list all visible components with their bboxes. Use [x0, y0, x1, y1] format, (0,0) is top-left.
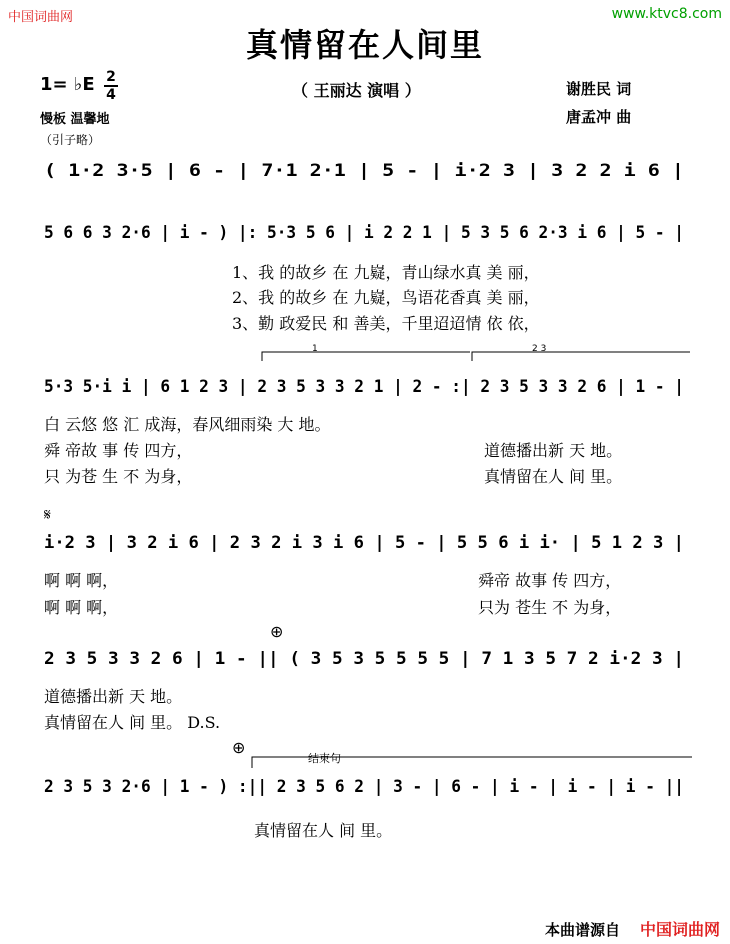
- lyric-row-6: 真情留在人 间 里。: [254, 821, 393, 840]
- lyricist-credit: 谢胜民 词: [566, 80, 632, 98]
- lyric-row-3c: 只 为苍 生 不 为身，: [44, 467, 193, 486]
- notation-row-3: 5·3 5·i i | 6 1 2 3 | 2 3 5 3 3 2 1 | 2 - :| 2 3 5 3 3 2 6 | 1 - |: [44, 377, 684, 397]
- tempo-marking: 慢板 温馨地: [40, 112, 110, 127]
- notation-row-6: 2 3 5 3 2·6 | 1 - ) :|| 2 3 5 6 2 | 3 - | 6 - | i - | i - | i - ||: [44, 777, 684, 797]
- volta-bracket-1: [262, 352, 470, 361]
- meter-top: 2: [106, 69, 116, 85]
- notation-row-1: ( 1·2 3·5 | 6 - | 7·1 2·1 | 5 - | i·2 3 | 3 2 2 i 6 |: [44, 161, 684, 181]
- lyric-row-3b-end: 道德播出新 天 地。: [484, 441, 623, 460]
- lyric-row-5b: 真情留在人 间 里。 D.S.: [44, 713, 221, 732]
- notation-row-4: i·2 3 | 3 2 i 6 | 2 3 2 i 3 i 6 | 5 - | 5 5 6 i i· | 5 1 2 3 |: [44, 533, 684, 553]
- lyric-row-4a: 啊 啊 啊，: [44, 571, 119, 590]
- meter-bottom: 4: [106, 87, 116, 103]
- notation-row-5: 2 3 5 3 3 2 6 | 1 - || ( 3 5 3 5 5 5 5 | 7 1 3 5 7 2 i·2 3 |: [44, 649, 684, 669]
- volta-1-label: 1: [312, 344, 318, 354]
- song-title: 真情留在人间里: [245, 26, 484, 64]
- footer-site: 中国词曲网: [639, 920, 720, 939]
- singer-credit: （ 王丽达 演唱 ）: [292, 81, 421, 100]
- coda-icon: ⊕: [270, 622, 284, 641]
- volta-23-label: 2 3: [532, 344, 547, 354]
- lyric-row-3b: 舜 帝故 事 传 四方，: [44, 441, 193, 460]
- watermark-left: 中国词曲网: [8, 10, 74, 25]
- key-signature: 1= ♭E: [40, 74, 95, 95]
- lyric-verse-1: 1、我 的故乡 在 九嶷，青山绿水真 美 丽，: [232, 263, 540, 282]
- lyric-row-5a: 道德播出新 天 地。: [44, 687, 183, 706]
- lyric-verse-2: 2、我 的故乡 在 九嶷，鸟语花香真 美 丽，: [232, 288, 540, 307]
- lyric-row-3a: 白 云悠 悠 汇 成海，春风细雨染 大 地。: [44, 415, 331, 434]
- notation-row-2: 5 6 6 3 2·6 | i - ) |: 5·3 5 6 | i 2 2 1 | 5 3 5 6 2·3 i 6 | 5 - |: [44, 223, 684, 243]
- lyric-row-3c-end: 真情留在人 间 里。: [484, 467, 623, 486]
- segno-icon: 𝄋: [44, 505, 51, 524]
- composer-credit: 唐孟冲 曲: [566, 108, 632, 126]
- lyric-row-4b-end: 只为 苍生 不 为身，: [478, 598, 622, 617]
- lyric-row-4a-end: 舜帝 故事 传 四方，: [478, 571, 622, 590]
- intro-note: （引子略）: [40, 133, 101, 147]
- volta-bracket-2: [472, 352, 690, 361]
- coda-icon-ending: ⊕: [232, 738, 246, 757]
- watermark-right: www.ktvc8.com: [611, 6, 722, 22]
- ending-label: 结束句: [308, 752, 341, 765]
- footer-source: 本曲谱源自: [544, 921, 620, 939]
- lyric-verse-3: 3、勤 政爱民 和 善美，千里迢迢情 依 依，: [232, 314, 540, 333]
- lyric-row-4b: 啊 啊 啊，: [44, 598, 119, 617]
